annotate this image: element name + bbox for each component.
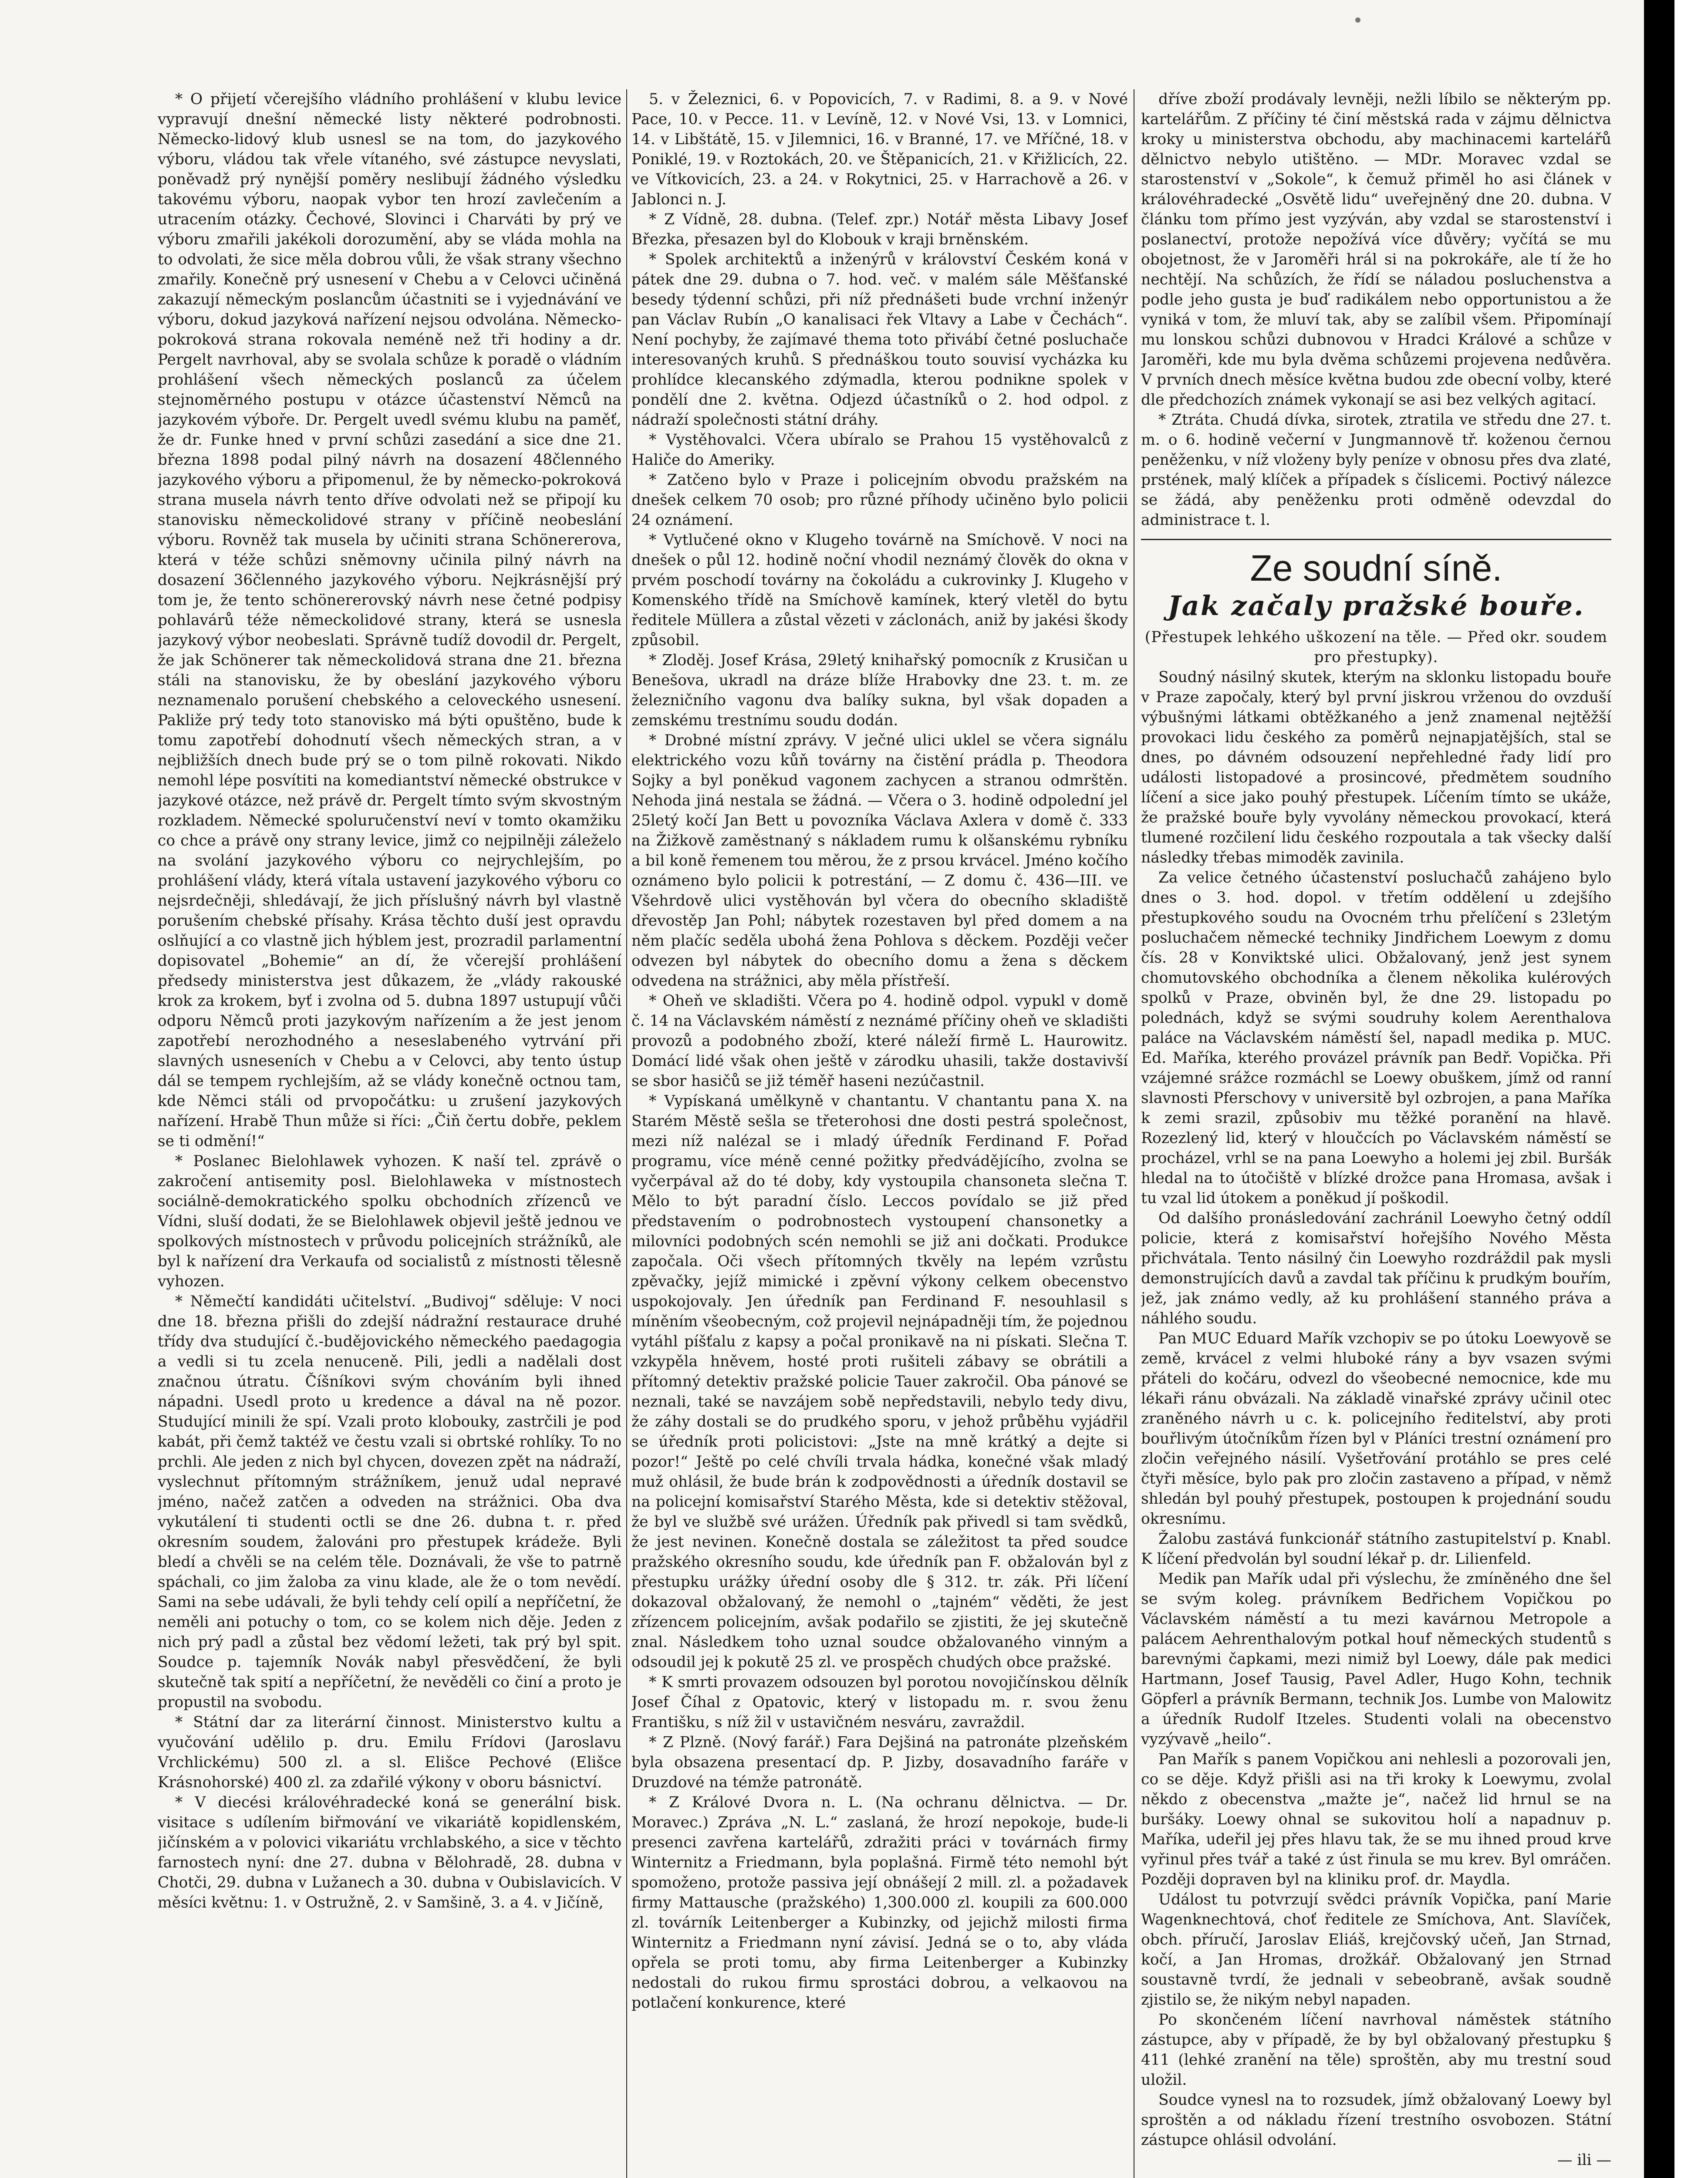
section-title: Ze soudní síně. — [1250, 548, 1502, 588]
article-zlodej: * Zloděj. Josef Krása, 29letý knihařský pomocník z Krusičan u Benešova, ukradl na dráze blíže Hrabovky dne 23. t. m. ze železničního vagonu dva balíky sukna, byl však dopaden a zemskému trestnímu soudu dodán. — [631, 652, 1128, 729]
section-paragraph: Soudný násilný skutek, kterým na sklonku listopadu bouře v Praze započaly, který byl první jiskrou vrženou do ovzduší výbušnými látkami obtěžkaného a jenž znamenal nejtěžší provokaci lidu českého za poměrů nejnapjatějších, stal se dnes, po dávném odsouzení nepřehledné řady lidí pro události listopadové a prosincové, předmětem soudního líčení a sice jako pouhý přestupek. Líčením tímto se ukáže, že pražské bouře byly vyvolány německou provokací, která tlumené rozčilení lidu českého rozpoutala a tak všecky další následky třebas mimoděk zavinila. — [1141, 669, 1611, 866]
section-subtitle: Jak začaly pražské bouře. — [1168, 590, 1585, 622]
article-spolek-architektu: * Spolek architektů a inženýrů v království Českém koná v pátek dne 29. dubna o 7. hod. več. v malém sále Měšťanské besedy týdenní schůzi, při níž přednášeti bude vrchní inženýr pan Václav Rubín „O kanalisaci řek Vltavy a Labe v Čechách“. Není pochyby, že zajímavé thema toto přivábí četné posluchače interesovaných kruhů. S přednáškou touto souvisí vycházka ku prohlídce klecanského zdýmadla, kterou podnikne spolek v pondělí dne 2. května. Odjezd účastníků o 2. hod odpol. z nádraží společnosti státní dráhy. — [631, 251, 1128, 429]
article-kralove-dvora-cont: dříve zboží prodávaly levněji, nežli líbilo se některým pp. kartelářům. Z příčiny té činí městská rada v zájmu dělnictva kroky u ministerstva obchodu, aby machinacemi kartelářů dělnictvo nebylo utištěno. — MDr. Moravec vzdal se starostenství v „Sokole“, k čemuž přiměl ho asi článek v královéhradecké „Osvětě lidu“ uveřejněný dne 20. dubna. V článku tom přímo jest vyzýván, aby vzdal se starostenství i poslanectví, protože nepožívá více důvěry; vyčítá se mu obojetnost, že v Jaroměři hrál si na pokrokáře, ale tí že ho nechtějí. Na schůzích, že řídí se náladou posluchenstva a podle jeho gusta je buď radikálem nebo opportunistou a že vyniká v tom, že mluví tak, aby se zalíbil všem. Připomínají mu lonskou schůzi dubnovou v Hradci Králové a schůze v Jaroměři, kde mu byla dvěma schůzemi projevena nedůvěra. V prvních dnech měsíce května budou zde obecní volby, které dle předchozích známek vykonají se asi bez velkých agitací. — [1141, 91, 1611, 409]
article-dieceze-cont: 5. v Železnici, 6. v Popovicích, 7. v Radimi, 8. a 9. v Nové Pace, 10. v Pecce. 11. v Levíně, 12. v Nové Vsi, 13. v Lomnici, 14. v Libštátě, 15. v Jilemnici, 16. v Branné, 17. ve Mříčné, 18. v Poniklé, 19. v Roztokách, 20. ve Štěpanicích, 21. v Křižlicích, 22. ve Vítkovicích, 23. a 24. v Rokytnici, 25. v Harrachově a 26. v Jablonci n. J. — [631, 91, 1128, 208]
article-ztrata: * Ztráta. Chudá dívka, sirotek, ztratila ve středu dne 27. t. m. o 6. hodině večerní v Jungmannově tř. koženou černou peněženku, v níž vloženy byly peníze v obnosu přes dva zlaté, prstének, malý klíček a případek s číslicemi. Poctivý nálezce se žádá, aby peněženku proti odměně odevzdal do administrace t. l. — [1141, 411, 1611, 529]
article-statni-dar: * Státní dar za literární činnost. Ministerstvo kultu a vyučování udělilo p. dru. Emilu Frídovi (Jaroslavu Vrchlickému) 500 zl. a sl. Elišce Pechové (Elišce Krásnohorské) 400 zl. za zdařilé výkony v oboru básnictví. — [158, 1714, 621, 1791]
section-paragraph: Žalobu zastává funkcionář státního zastupitelství p. Knabl. K líčení předvolán byl soudní lékař p. dr. Lilienfeld. — [1141, 1530, 1611, 1568]
section-paragraph: Pan MUC Eduard Mařík vzchopiv se po útoku Loewyově se země, krvácel z velmi hluboké rány a byv vsazen svými přáteli do kočáru, odvezl do všeobecné nemocnice, kde mu lékaři ránu obvázali. Na základě vinařské zprávy učinil otec zraněného návrh u c. k. policejního ředitelství, aby proti bouřlivým útočníkům řízen byl v Pláníci trestní oznámení pro zločin veřejného násilí. Vyšetřování protáhlo se pres celé čtyři měsíce, bylo pak pro zločin zastaveno a případ, v němž shledán byl pouhý přestupek, postoupen k projednání soudu okresnímu. — [1141, 1330, 1611, 1528]
ink-speck — [1355, 17, 1360, 23]
scan-edge-shadow — [1644, 0, 1674, 2178]
article-vystehovalci: * Vystěhovalci. Včera ubíralo se Prahou 15 vystěhovalců z Haliče do Ameriky. — [631, 431, 1128, 469]
article-vladni-prohlaseni: * O přijetí včerejšího vládního prohlášení v klubu levice vypravují dnešní německé listy některé podrobnosti. Německo-lidový klub usnesl se na tom, do jazykového výboru, vládou tak vřele vítaného, své zástupce nevyslati, poněvadž prý nynější poměry neslibují žádného výsledku takovému výboru, naopak vybor ten hrozí zavlečením a utracením otázky. Čechové, Slovinci i Charváti by prý ve výboru zmařili jakékoli dorozumění, aby se vláda mohla na to odvolati, že sice měla dobrou vůli, že však strany všechno zmařily. Konečně prý usnesení v Chebu a v Celovci učiněná zakazují německým poslancům účastniti se i vyjednávání ve výboru, dokud jazyková nařízení nejsou odvolána. Německo-pokroková strana rokovala neméně než tři hodiny a dr. Pergelt navrhoval, aby se svolala schůze k poradě o vládním prohlášení všech německých poslanců za účelem stejnoměrného postupu v otázce účastenství Němců na jazykovém výboře. Dr. Pergelt uvedl svému klubu na paměť, že dr. Funke hned v první schůzi zasedání a sice dne 21. března 1898 podal pilný návrh na dosazení 48členného jazykového výboru a připomenul, že by německo-pokroková strana musela návrh tento dříve odvolati než se připojí ku stanovisku německolidové strany v příčině neobeslání výboru. Rovněž tak musela by učiniti strana Schönererova, která v téže schůzi sněmovny učinila pilný návrh na dosazení 36členného jazykového výboru. Nejkrásnější prý tom je, že tento schönererovský návrh nese četné podpisy pohlavárů téže německolidové strany, která se usnesla jazykový výbor neobeslati. Správně tudíž dovodil dr. Pergelt, že jak Schönerer tak německolidová strana dne 21. března stáli na stanovisku, že by obeslání jazykového výboru neznamenalo porušení chebského a celoveckého usnesení. Pakliže prý tedy toto stanovisko má býti opuštěno, bude k tomu zapotřebí dohodnutí všech německých stran, a v nejbližších dnech bude prý se o tom pilně rokovati. Nikdo nemohl lépe posvítiti na komediantství německé obstrukce v jazykové otázce, než právě dr. Pergelt tímto svým skvostným rozkladem. Německé spoluručenství neví v tomto okamžiku co chce a právě ony strany levice, jimž co nejpilněji záleželo na svolání jazykového výboru co nejrychlejším, po prohlášení vlády, která vítala ustavení jazykového výboru co nejsrdečněji, shledávají, že jich příslušný návrh byl vlastně porušením chebské přísahy. Krása těchto duší jest opravdu oslňující a co vlastně jich hýblem jest, prozradil parlamentní dopisovatel „Bohemie“ an dí, že včerejší prohlášení předsedy ministerstva jest důkazem, že „vlády rakouské krok za krokem, byť i zvolna od 5. dubna 1897 ustupují vůči odporu Němců proti jazykovým nařízením a že jest jenom zapotřebí nerozhodného a neseslabeného vytrvání při slavných usneseních v Chebu a v Celovci, aby tento ústup dál se tempem rychlejším, až se vlády konečně octnou tam, kde Němci stáli od prvopočátku: u zrušení jazykových nařízení. Hrabě Thun může si říci: „Čiň čertu dobře, peklem se ti odmění!“ — [158, 91, 621, 1150]
article-dieceze: * V diecési královéhradecké koná se generální bisk. visitace s udílením biřmování ve vikariátě kopidlenském, jičínském a v polovici vikariátu vrchlabského, a sice v těchto farnostech nyní: dne 27. dubna v Bělohradě, 28. dubna v Chotči, 29. dubna v Lužanech a 30. dubna v Oubislavicích. V měsíci květnu: 1. v Ostružně, 2. v Samšině, 3. a 4. v Jičíně, — [158, 1794, 621, 1911]
section-paragraph: Od dalšího pronásledování zachránil Loewyho četný oddíl policie, která z komisařství hořejšího Nového Města přichvátala. Tento násilný čin Loewyho rozdráždil pak mysli demonstrujících davů a zavdal tak příčinu k prudkým bouřím, jež, jak známo vedly, až ku prohlášení stanného práva a náhlého soudu. — [1141, 1210, 1611, 1327]
article-kralove-dvora: * Z Králové Dvora n. L. (Na ochranu dělnictva. — Dr. Moravec.) Zpráva „N. L.“ zaslaná, že hrozí nepokoje, bude-li presenci zavřena kartelářů, zdražiti práci v továrnách firmy Winternitz a Friedmann, byla poplašná. Firmě této nemohl být spomoženo, protože passiva její obnášejí 2 mill. zl. a požadavek firmy Mattausche (pražského) 1,300.000 zl. koupili za 600.000 zl. továrník Leitenberger a Kubinzky, od jejichž milosti firma Winternitz a Friedmann nyní závisí. Jedná se o to, aby vláda opřela se proti tomu, aby firma Leitenberger a Kubinzky nedostali do rukou firmu sprostáci dobrou, a velkaovou na potlačení konkurence, které — [631, 1794, 1128, 2012]
article-z-plzne: * Z Plzně. (Nový farář.) Fara Dejšiná na patronáte plzeňském byla obsazena presentací dp. P. Jizby, dosavadního faráře v Druzdové na témže patronátě. — [631, 1734, 1128, 1791]
article-vypiskana-umelkyne: * Vypískaná umělkyně v chantantu. V chantantu pana X. na Starém Městě sešla se třeterohosi dne dosti pestrá společnost, mezi níž nalézal se i mladý úředník Ferdinand F. Pořad programu, více méně cenné požitky předvádějícího, zvolna se vyčerpával až do té doby, kdy vystoupila chansoneta slečna T. Mělo to být paradní číslo. Leccos povídalo se již před představením o podrobnostech vystoupení chansonetky a milovníci podobných scén nemohli se již ani dočkati. Produkce započala. Oči všech přítomných tkvěly na lepém vzrůstu zpěvačky, jejíž mimické i zpěvní výkony celkem obecenstvo uspokojovaly. Jen úředník pan Ferdinand F. nesouhlasil s míněním všeobecným, což projevil nejnápadněji tím, že pojednou vytáhl píšťalu z kapsy a počal pronikavě na ni pískati. Slečna T. vzkypěla hněvem, hosté proti rušiteli zábavy se obrátili a přítomný detektiv pražské policie Tauer zakročil. Oba pánové se neznali, také se navzájem sobě nepředstavili, nebylo tedy divu, že záhy dostali se do prudkého sporu, v jehož průběhu vyjádřil se úředník proti policistovi: „Jste na mně krátký a dejte si pozor!“ Ještě po celé chvíli trvala hádka, konečné však mladý muž ohlásil, že bude brán k zodpovědnosti a úředník dostavil se na policejní komisařství Starého Města, kde si detektiv stěžoval, že byl ve službě své urážen. Úředník pak přivedl si tam svědků, že jest nevinen. Konečně dostala se záležitost ta před soudce pražského okresního soudu, kde úředník pan F. obžalován byl z přestupku urážky úřední osoby dle § 312. tr. zák. Při líčení dokazoval obžalovaný, že nemohl o „tajném“ věděti, že jest zřízencem policejním, avšak podařilo se zjistiti, že jej skutečně znal. Následkem toho uznal soudce obžalovaného vinným a odsoudil jej k pokutě 25 zl. ve prospěch chudých obce pražské. — [631, 1092, 1128, 1671]
section-rule — [1141, 539, 1611, 540]
article-zatceno: * Zatčeno bylo v Praze i policejním obvodu pražském na dnešek celkem 70 osob; pro různé příhody učiněno bylo policii 24 oznámení. — [631, 471, 1128, 529]
section-paragraph: Pan Mařík s panem Vopičkou ani nehlesli a pozorovali jen, co se děje. Když přišli asi na tři kroky k Loewymu, zvolal někdo z obecenstva „mažte je“, načež lid hrnul se na buršáky. Loewy ohnal se sukovitou holí a napadnuv p. Maříka, udeřil jej přes hlavu tak, že se mu ihned proud krve vyřinul přes tvář a také z úst řinula se mu krev. Byl omráčen. Později dopraven byl na kliniku prof. dr. Maydla. — [1141, 1751, 1611, 1888]
column-divider — [626, 89, 627, 2178]
column-left — [158, 89, 621, 2178]
section-paragraph: Za velice četného účastenství posluchačů zahájeno bylo dnes o 3. hod. dopol. v třetím oddělení u zdejšího přestupkového soudu na Ovocném trhu přelíčení s 23letým posluchačem německé techniky Jindřichem Loewym z domu čís. 28 v Konviktské ulici. Obžalovaný, jenž jest synem chomutovského obchodníka a členem několika kulérových spolků v Praze, obviněn byl, že dne 29. listopadu po polednách, když se svými soudruhy kolem Aerenthalova paláce na Václavském náměstí šel, napadl medika p. MUC. Ed. Maříka, kterého provázel právník pan Bedř. Vopička. Při vzájemné srážce rozmáchl se Loewy obuškem, jímž od ranní slavnosti Pferschovy v universitě byl ozbrojen, a pana Maříka k zemi srazil, způsobiv mu těžké poranění na hlavě. Rozezlený lid, který v hloučcích po Václavském náměstí se procházel, vrhl se na pana Loewyho a holemi jej zbil. Buršák hledal na to útočiště v blízké drožce pana Hromasa, avšak i tu vzal lid útokem a poněkud jí poškodil. — [1141, 869, 1611, 1207]
section-paragraph: Soudce vynesl na to rozsudek, jímž obžalovaný Loewy byl sproštěn a od nákladu řízení trestního osvobozen. Státní zástupce ohlásil odvolání. — [1141, 2091, 1611, 2149]
section-paragraph: Po skončeném líčení navrhoval náměstek státního zástupce, aby v případě, že by byl obžalovaný přestupku § 411 (lehké zranění na těle) sproštěn, aby mu trestní soud uložil. — [1141, 2011, 1611, 2089]
article-drobne-zpravy: * Drobné místní zprávy. V ječné ulici uklel se včera signálu elektrického vozu kůň továrny na čistění prádla p. Theodora Sojky a byl poněkud vagonem zachycen a stranou odmrštěn. Nehoda jiná nestala se žádná. — Včera o 3. hodině odpolední jel 25letý kočí Jan Bett u povozníka Václava Axlera v domě č. 333 na Žižkově zaměstnaný s nákladem rumu k olšanskému rybníku a bil koně řemenem tou měrou, že z prsou krvácel. Jméno kočího oznámeno bylo policii k potrestání, — Z domu č. 436—III. ve Všehrdově ulici vystěhován byl včera do obecního skladiště dřevostěp Jan Pohl; nábytek rozestaven byl před domem a na něm plačíc seděla ubohá žena Pohlova s děckem. Později večer odvezen byl nábytek do obecního domu a žena s děckem odvedena na strážnici, aby měla přístřeší. — [631, 732, 1128, 990]
article-z-vidne: * Z Vídně, 28. dubna. (Telef. zpr.) Notář města Libavy Josef Březka, přesazen byl do Klobouk v kraji brněnském. — [631, 211, 1128, 248]
section-paragraph: Medik pan Mařík udal při výslechu, že zmíněného dne šel se svým koleg. právníkem Bedřichem Vopičkou po Václavském náměstí a tu mezi kavárnou Metropole a palácem Aehrenthalovým potkal houf německých studentů s barevnými čapkami, mezi nimiž byl Loewy, dále pak medici Hartmann, Josef Tausig, Pavel Adler, Hugo Kohn, technik Göpferl a právník Bermann, technik Jos. Lumbe von Malowitz a úředník Rudolf Itzeles. Studenti volali na obecenstvo vyzývavě „heilo“. — [1141, 1570, 1611, 1748]
section-paragraph: Událost tu potvrzují svědci právník Vopička, paní Marie Wagenknechtová, choť ředitele ze Smíchova, Ant. Slavíček, obch. příručí, Jaroslav Eliáš, krejčovský učeň, Jan Strnad, kočí, a Jan Hromas, drožkář. Obžalovaný jen Strnad soustavně tvrdí, že jednali v sebeobraně, avšak soudně zjistilo se, že nikým nebyl napaden. — [1141, 1891, 1611, 2009]
article-vytlucene-okno: * Vytlučené okno v Klugeho továrně na Smíchově. V noci na dnešek o půl 12. hodině noční vhodil neznámý člověk do okna v prvém poschodí továrny na čokoládu a cukrovinky J. Klugeho v Komenského třídě na Smíchově kamínek, který vletěl do bytu ředitele Müllera a zůstal vězeti v záclonách, aniž by jakési škody způsobil. — [631, 531, 1128, 649]
column-middle — [631, 89, 1128, 2178]
section-lead: (Přestupek lehkého uškození na těle. — Před okr. soudem pro přestupky). — [1144, 629, 1608, 666]
article-bielohlawek: * Poslanec Bielohlawek vyhozen. K naší tel. zprávě o zakročení antisemity posl. Bielohlaweka v místnostech sociálně-demokratického spolku obchodních zřízenců ve Vídni, sluší dodati, že se Bielohlawek objevil ještě jednou ve spolkových místnostech v průvodu policejních strážníků, ale byl k nařízení dra Verkaufa od socialistů z místnosti tělesně vyhozen. — [158, 1153, 621, 1290]
article-nemecti-kandidati: * Němečtí kandidáti učitelství. „Budivoj“ sděluje: V noci dne 18. března přišli do zdejší nádražní restaurace druhé třídy dva studující č.-budějovického německého paedagogia a vedli si tu zcela nenuceně. Pili, jedli a nadělali dost značnou útratu. Číšníkovi svým chováním byli ihned nápadni. Usedl proto u kredence a dával na ně pozor. Studující minili že spí. Vzali proto klobouky, zastrčili je pod kabát, při čemž taktéž ve čestu vzali si obrtské rohlíky. To no prchli. Ale jeden z nich byl chycen, dovezen zpět na nádraží, vyslechnut přítomným strážníkem, jenuž udal nepravé jméno, načež zatčen a odveden na strážnici. Oba dva vykutálení ti studenti octli se dne 26. dubna t. r. před okresním soudem, žalováni pro přestupek krádeže. Byli bledí a chvěli se na celém těle. Doznávali, že vše to patrně spáchali, co jim žaloba za vinu klade, ale že o tom nevědí. Sami na sebe udávali, že byli tehdy celí opilí a nepříčetní, že neměli ani potuchy o tom, co se kolem nich děje. Jeden z nich prý padl a zůstal bez vědomí ležeti, tak prý byl spit. Soudce p. tajemník Novák nabyl přesvědčení, že byli skutečně tak spití a nepříčetní, že nevěděli co činí a proto je propustil na svobodu. — [158, 1293, 621, 1711]
article-k-smrti: * K smrti provazem odsouzen byl porotou novojičínskou dělník Josef Číhal z Opatovic, který v listopadu m. r. svou ženu Františku, s níž žil v ustavičném nesváru, zavraždil. — [631, 1674, 1128, 1731]
article-ohen: * Oheň ve skladišti. Včera po 4. hodině odpol. vypukl v domě č. 14 na Václavském náměstí z neznámé příčiny oheň ve skladišti provozů a podobného zboží, které náleží firmě L. Haurowitz. Domácí lidé však ohen ještě v zárodku uhasili, takže dostavivší se sbor hasičů se již téměř haseni nezúčastnil. — [631, 992, 1128, 1090]
column-right — [1141, 89, 1611, 2178]
section-signature: — ili — — [1557, 2151, 1611, 2169]
scan-margin — [1674, 0, 1708, 2178]
